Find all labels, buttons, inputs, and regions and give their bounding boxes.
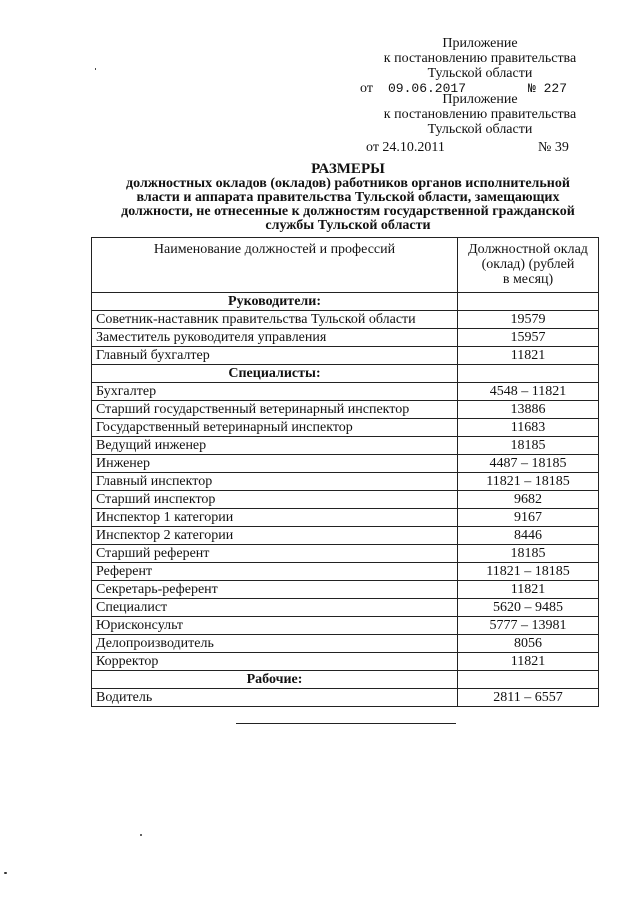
table-row: [92, 347, 599, 365]
position-name: Старший государственный ветеринарный инспектор: [92, 401, 458, 419]
header-salary: [458, 238, 599, 293]
scan-speck: [140, 834, 142, 836]
table-row: [92, 599, 599, 617]
appendix-title: Приложение: [442, 36, 518, 51]
salary-value: 4548 – 11821: [458, 383, 599, 401]
table-row: [92, 419, 599, 437]
section-label: Рабочие:: [92, 671, 458, 689]
table-row: [92, 491, 599, 509]
position-name: Водитель: [92, 689, 458, 707]
appendix-number: № 39: [538, 140, 569, 155]
position-name: Старший референт: [92, 545, 458, 563]
salary-table: [91, 237, 599, 707]
position-name: Специалист: [92, 599, 458, 617]
table-row: [92, 311, 599, 329]
appendix-title: Приложение: [442, 92, 518, 107]
position-name: Бухгалтер: [92, 383, 458, 401]
table-header-row: [92, 238, 599, 293]
table-row: [92, 617, 599, 635]
table-row: [92, 383, 599, 401]
position-name: Инспектор 2 категории: [92, 527, 458, 545]
appendix-line-region: Тульской области: [427, 122, 533, 137]
salary-value: 15957: [458, 329, 599, 347]
table-row: [92, 437, 599, 455]
salary-value: 11821: [458, 347, 599, 365]
closing-divider: [236, 723, 456, 724]
salary-value: 11683: [458, 419, 599, 437]
scan-speck: [4, 872, 7, 874]
table-row: [92, 455, 599, 473]
appendix-line-decree: к постановлению правительства: [383, 51, 577, 66]
section-empty-cell: [458, 293, 599, 311]
section-label: Специалисты:: [92, 365, 458, 383]
table-row: [92, 473, 599, 491]
document-heading: [88, 162, 608, 233]
appendix-number: № 227: [528, 81, 568, 96]
header-position-name: Наименование должностей и профессий: [92, 238, 458, 293]
salary-value: 11821: [458, 653, 599, 671]
salary-value: 11821 – 18185: [458, 563, 599, 581]
scan-speck: [95, 68, 96, 70]
table-row: [92, 329, 599, 347]
heading-line: власти и аппарата правительства Тульской области, замещающих: [136, 190, 560, 205]
position-name: Советник-наставник правительства Тульской области: [92, 311, 458, 329]
salary-value: 11821 – 18185: [458, 473, 599, 491]
salary-value: 18185: [458, 437, 599, 455]
salary-value: 13886: [458, 401, 599, 419]
heading-line: должности, не отнесенные к должностям государственной гражданской: [121, 204, 575, 219]
table-row: [92, 689, 599, 707]
position-name: Государственный ветеринарный инспектор: [92, 419, 458, 437]
position-name: Инженер: [92, 455, 458, 473]
salary-value: 18185: [458, 545, 599, 563]
section-row: [92, 671, 599, 689]
position-name: Секретарь-референт: [92, 581, 458, 599]
position-name: Корректор: [92, 653, 458, 671]
appendix-block-current: [360, 36, 600, 96]
salary-value: 5620 – 9485: [458, 599, 599, 617]
section-row: [92, 293, 599, 311]
appendix-line-decree: к постановлению правительства: [383, 107, 577, 122]
position-name: Главный инспектор: [92, 473, 458, 491]
salary-value: 9682: [458, 491, 599, 509]
appendix-date: 09.06.2017: [388, 81, 467, 96]
table-row: [92, 635, 599, 653]
appendix-date: от 24.10.2011: [366, 140, 445, 155]
salary-value: 9167: [458, 509, 599, 527]
table-row: [92, 581, 599, 599]
header-salary-line: (оклад) (рублей: [481, 257, 575, 272]
header-salary-line: Должностной оклад: [468, 242, 588, 257]
heading-line: должностных окладов (окладов) работников органов исполнительной: [126, 176, 570, 191]
salary-value: 11821: [458, 581, 599, 599]
salary-value: 8446: [458, 527, 599, 545]
position-name: Старший инспектор: [92, 491, 458, 509]
salary-value: 2811 – 6557: [458, 689, 599, 707]
appendix-block-original: [360, 92, 600, 155]
section-label: Руководители:: [92, 293, 458, 311]
table-body: [92, 293, 599, 707]
appendix-date-prefix: от: [360, 81, 373, 96]
section-empty-cell: [458, 671, 599, 689]
position-name: Референт: [92, 563, 458, 581]
position-name: Инспектор 1 категории: [92, 509, 458, 527]
position-name: Ведущий инженер: [92, 437, 458, 455]
table-row: [92, 653, 599, 671]
section-empty-cell: [458, 365, 599, 383]
table-row: [92, 401, 599, 419]
header-salary-line: в месяц): [502, 272, 554, 287]
salary-value: 19579: [458, 311, 599, 329]
table-row: [92, 563, 599, 581]
position-name: Заместитель руководителя управления: [92, 329, 458, 347]
position-name: Делопроизводитель: [92, 635, 458, 653]
table-row: [92, 509, 599, 527]
section-row: [92, 365, 599, 383]
position-name: Главный бухгалтер: [92, 347, 458, 365]
salary-value: 8056: [458, 635, 599, 653]
salary-value: 4487 – 18185: [458, 455, 599, 473]
appendix-line-region: Тульской области: [427, 66, 533, 81]
salary-value: 5777 – 13981: [458, 617, 599, 635]
table-row: [92, 527, 599, 545]
table-row: [92, 545, 599, 563]
heading-line: службы Тульской области: [265, 218, 431, 233]
position-name: Юрисконсульт: [92, 617, 458, 635]
heading-title: РАЗМЕРЫ: [311, 161, 385, 177]
